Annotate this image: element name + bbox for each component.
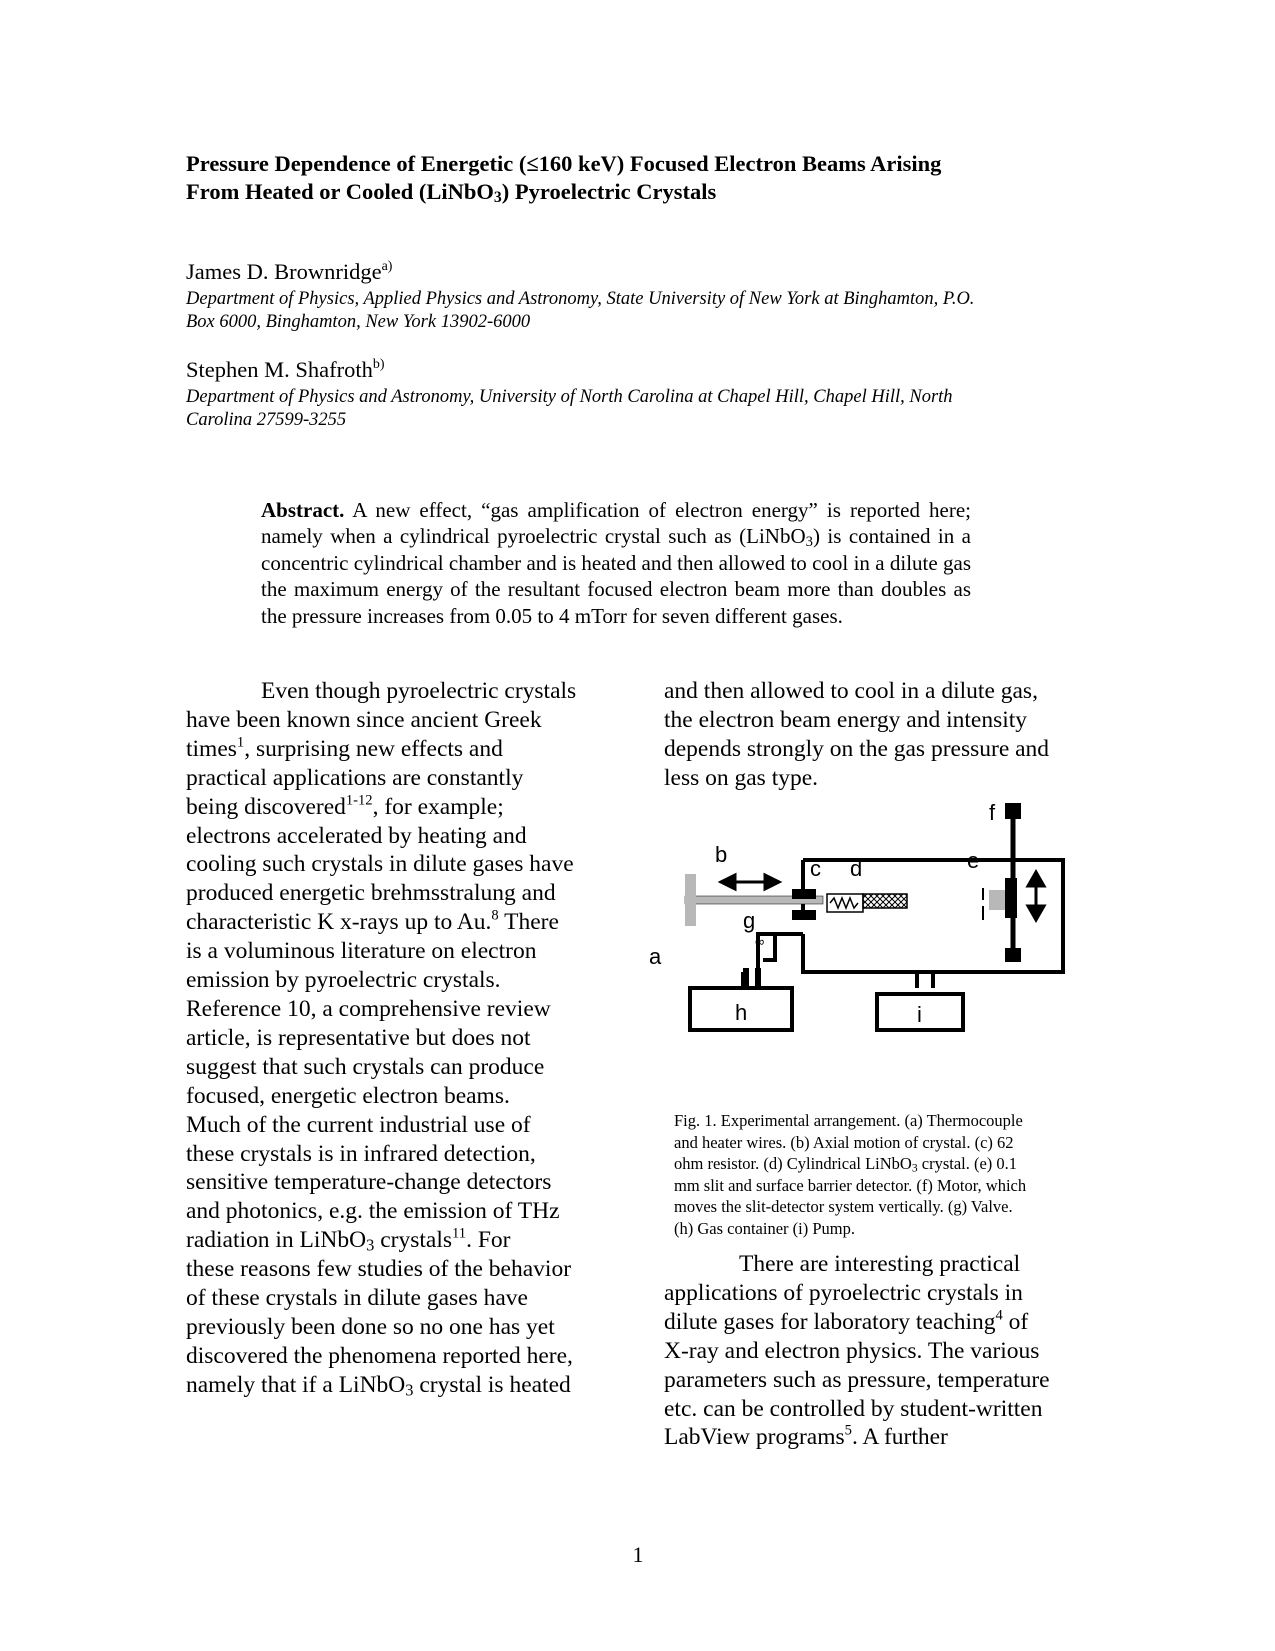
- label-f: f: [989, 800, 996, 825]
- label-g: g: [743, 908, 756, 933]
- pump-line: [917, 972, 933, 988]
- label-d: d: [850, 856, 863, 881]
- crystal: [863, 894, 907, 908]
- label-a: a: [649, 944, 662, 969]
- feedthrough-flange-bottom: [792, 910, 816, 920]
- motor: [1005, 803, 1021, 819]
- paper-title: [186, 150, 1090, 206]
- body-column-left: Even though pyroelectric crystals have been known since ancient Greek times$^1$, surprising new effects and practical applications are constantly being discovered$^{1-12}$, for example; electrons accelerated by heating and cooling such crystals in dilute gases have produced energetic brehmsstralung and characteristic K x-rays up to Au.$^8$ There is a voluminous literature on electron emission by pyroelectric crystals. Reference 10, a comprehensive review article, is representative but does not suggest that such crystals can produce focused, energetic electron beams. Much of the current industrial use of these crystals is in infrared detection, sensitive temperature-change detectors and photonics, e.g. the emission of THz radiation in LiNbO$_3$ crystals$^{11}$. For these reasons few studies of the behavior of these crystals in dilute gases have previously been done so no one has yet discovered the phenomena reported here, namely that if a LiNbO$_3$ crystal is heated: [186, 678, 577, 1400]
- axial-motion-arrow: [721, 875, 779, 889]
- title-line-2: From Heated or Cooled (LiNbO$_3$) Pyroelectric Crystals: [186, 179, 717, 207]
- page-number: 1: [632, 1542, 644, 1567]
- label-i: i: [917, 1002, 922, 1027]
- abstract-label: Abstract.: [261, 498, 345, 522]
- shaft-bearing: [1005, 948, 1021, 962]
- author-affiliation: Department of Physics, Applied Physics and Astronomy, State University of New York at Binghamton, P.O. Box 6000, Binghamton, New York 13902-6000: [186, 289, 975, 332]
- feedthrough-flange-top: [792, 889, 816, 899]
- rod-handle: [685, 874, 696, 926]
- figure-caption: Fig. 1. Experimental arrangement. (a) Thermocouple and heater wires. (b) Axial motion of crystal. (c) 62 ohm resistor. (d) Cylindrical LiNbO$_3$ crystal. (e) 0.1 mm slit and surface barrier detector. (f) Motor, which moves the slit-detector system vertically. (g) Valve. (h) Gas container (i) Pump.: [674, 1111, 1027, 1238]
- abstract: Abstract. A new effect, “gas amplification of electron energy” is reported here; namely when a cylindrical pyroelectric crystal such as (LiNbO$_3$) is contained in a concentric cylindrical chamber and is heated and then allowed to cool in a dilute gas the maximum energy of the resultant focused electron beam more than doubles as the pressure increases from 0.05 to 4 mTorr for seven different gases.: [261, 498, 971, 628]
- label-b: b: [715, 842, 728, 867]
- author-name: Stephen M. Shafroth$^{b)}$: [186, 356, 385, 382]
- title-line-1: Pressure Dependence of Energetic (≤160 keV) Focused Electron Beams Arising: [186, 151, 942, 176]
- label-c: c: [810, 856, 821, 881]
- label-h: h: [735, 1000, 748, 1025]
- vertical-motion-arrow: [1028, 872, 1044, 920]
- valve-symbol: ∞: [755, 934, 765, 949]
- author-name: James D. Brownridge$^{a)}$: [186, 258, 393, 284]
- author-affiliation: Department of Physics and Astronomy, University of North Carolina at Chapel Hill, Chapel Hill, North Carolina 27599-3255: [186, 387, 953, 430]
- vacuum-chamber: [803, 860, 1063, 972]
- body-column-right-bottom: There are interesting practical applications of pyroelectric crystals in dilute gases for laboratory teaching$^4$ of X-ray and electron physics. The various parameters such as pressure, temperature etc. can be controlled by student-written LabView programs$^5$. A further: [664, 1251, 1050, 1451]
- body-column-right-top: and then allowed to cool in a dilute gas, the electron beam energy and intensity depends strongly on the gas pressure and less on gas type.: [664, 678, 1050, 791]
- label-e: e: [967, 848, 980, 873]
- gas-line: [743, 934, 803, 987]
- experimental-arrangement-figure: [649, 800, 1075, 1085]
